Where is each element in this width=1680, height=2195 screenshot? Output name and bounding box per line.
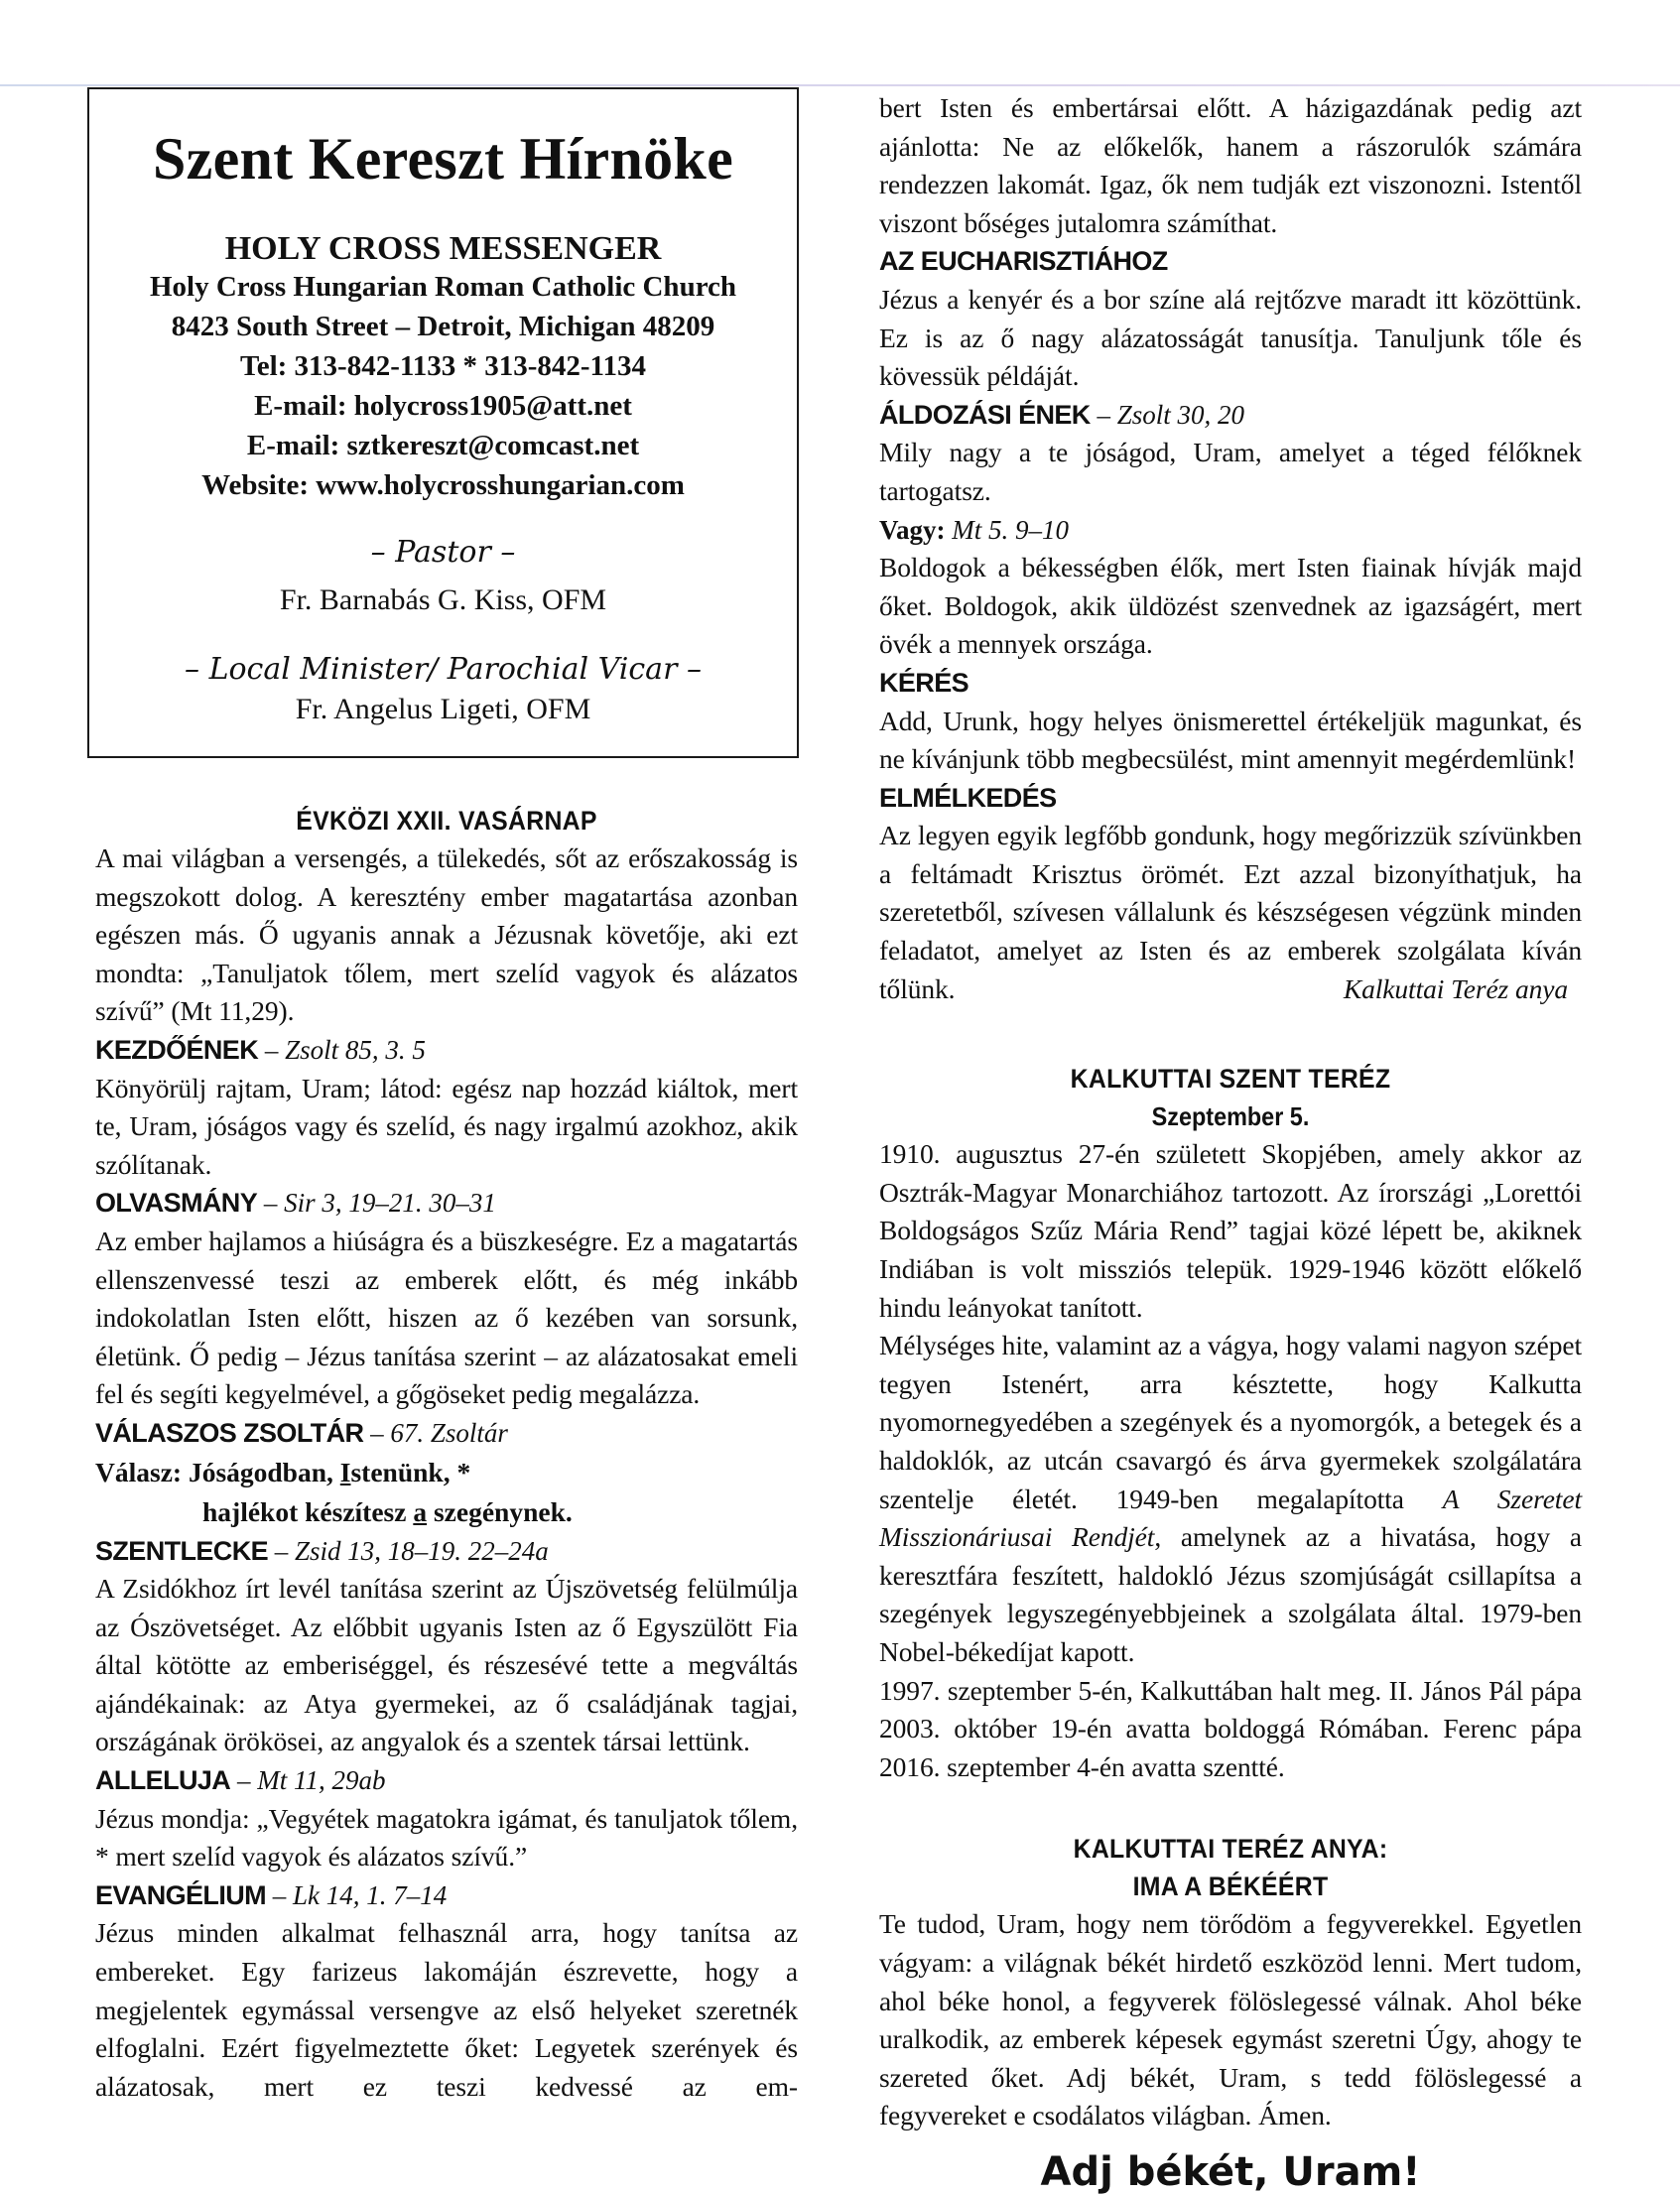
section-text-eucharisztiahoz: Jézus a kenyér és a bor színe alá rejtőzve maradt itt közöttünk. Ez is az ő nagy alázatosságát tanusítja. Tanuljunk tőle és kövessük példáját.	[879, 283, 1582, 392]
prayer-title-line-2: IMA A BÉKÉÉRT	[1132, 1872, 1329, 1902]
section-text-olvasmany: Az ember hajlamos a hiúságra és a büszkeségre. Ez a magatartás ellenszenvessé teszi az emberek előtt, és még inkább indokolatlan Isten előtt, hiszen az ő kezében van sorsunk, életünk. Ő pedig – Jézus tanítása szerint – az alázatosakat emeli fel és segíti kegyelmével, a gőgöseket pedig megalázza.	[95, 1225, 798, 1410]
separator: –	[1090, 399, 1117, 430]
gospel-continuation: bert Isten és embertársai előtt. A házigazdának pedig azt ajánlotta: Ne az előkelők, hanem a rászorulók számára rendezzen lakomát. Igaz, ők nem tudják ezt viszonozni. Istentől viszont bőséges jutalomra számíthat.	[879, 92, 1582, 238]
vicar-name: Fr. Angelus Ligeti, OFM	[295, 693, 591, 726]
prayer-text: Te tudod, Uram, hogy nem törődöm a fegyverekkel. Egyetlen vágyam: a világnak békét hirdető eszközöd lenni. Mert tudom, ahol béke honol, a fegyverek fölöslegessé válnak. Ahol béke uralkodik, az emberek képesek egymást szeretni Úgy, ahogy te szereted őket. Adj békét, Uram, s tedd fölöslegessé a fegyvereket e csodálatos világban. Ámen.	[879, 1908, 1582, 2131]
meditation-text: Az legyen egyik legfőbb gondunk, hogy megőrizzük szívünkben a feltámadt Krisztus örömét. Ezt azzal bizonyíthatjuk, ha szeretetből, szívesen vállalunk és készségesen végzünk minden feladatot, amelyet az Isten és az emberek szolgálata kíván tőlünk.	[879, 820, 1582, 1004]
saint-paragraph-2	[879, 1327, 1582, 1671]
right-column	[879, 89, 1582, 2195]
section-label: EVANGÉLIUM	[95, 1879, 267, 1910]
scripture-ref: Mt 5. 9–10	[952, 514, 1070, 545]
response-underlined: I	[339, 1456, 351, 1487]
section-header-elmelkedes	[879, 779, 1582, 818]
masthead-box	[87, 87, 799, 758]
section-label: ALLELUJA	[95, 1765, 231, 1796]
section-header-kezdoenek	[95, 1031, 798, 1070]
pastor-name: Fr. Barnabás G. Kiss, OFM	[279, 583, 607, 617]
response-text: stenünk, *	[350, 1456, 471, 1487]
saint-text: Mélységes hite, valamint az a vágya, hogy valami nagyon szépet tegyen Istenért, arra késztette, hogy Kalkutta nyomornegyedében a szegények és a nyomorgók, a betegek és a haldoklók, az utcán csavargó és árva gyermekek szolgálatára szentelje életét. 1949-ben megalapította	[879, 1330, 1582, 1514]
section-text-elmelkedes	[879, 817, 1582, 1008]
scripture-ref: Zsolt 30, 20	[1116, 399, 1244, 430]
section-text-aldozasi-enek: Mily nagy a te jóságod, Uram, amelyet a téged félőknek tartogatsz.	[879, 437, 1582, 506]
meditation-signature: Kalkuttai Teréz anya	[1343, 972, 1568, 1004]
saint-paragraph-1: 1910. augusztus 27-én született Skopjében, amely akkor az Osztrák-Magyar Monarchiához tartozott. Az írországi „Lorettói Boldogságos Szűz Mária Rend” tagjai közé lépett be, akiknek Indiában is volt missziós telepük. 1929-1946 között előkelő hindu leányokat tanított.	[879, 1138, 1582, 1323]
newsletter-title: Szent Kereszt Hírnöke	[152, 126, 734, 192]
section-label: KEZDŐÉNEK	[95, 1034, 259, 1065]
response-text: hajlékot készítesz	[202, 1495, 414, 1527]
section-text-kezdoenek: Könyörülj rajtam, Uram; látod: egész nap hozzád kiáltok, mert te, Uram, jóságos vagy és szelíd, és nagy irgalmú azokhoz, akik szólítanak.	[95, 1072, 798, 1180]
section-label: ELMÉLKEDÉS	[879, 782, 1057, 813]
vicar-role: – Local Minister/ Parochial Vicar –	[185, 652, 702, 688]
prayer-title-line-1: KALKUTTAI TERÉZ ANYA:	[1073, 1834, 1388, 1865]
section-text-szentlecke: A Zsidókhoz írt levél tanítása szerint az Újszövetség felülmúlja az Ószövetséget. Az előbbit ugyanis Isten az ő Egyszülött Fia által kötötte az emberiséggel, és részesévé tette a megváltás ajándékainak: az Atya gyermekei, az ő családjának tagjai, országának örökösei, az angyalok és a szentek társai lettünk.	[95, 1573, 798, 1757]
section-label: AZ EUCHARISZTIÁHOZ	[879, 246, 1168, 277]
scripture-ref: Lk 14, 1. 7–14	[293, 1879, 448, 1910]
section-text-keres: Add, Urunk, hogy helyes önismerettel értékeljük magunkat, és ne kívánjunk több megbecsülést, mint amennyit megérdemlünk!	[879, 705, 1582, 775]
scripture-ref: Sir 3, 19–21. 30–31	[284, 1188, 496, 1219]
section-label: KÉRÉS	[879, 667, 969, 698]
response-text: Válasz: Jóságodban,	[95, 1456, 340, 1487]
left-column	[95, 802, 798, 2106]
separator: –	[257, 1188, 285, 1219]
section-header-keres	[879, 664, 1582, 703]
separator: –	[266, 1879, 294, 1910]
scan-top-line	[0, 84, 1680, 86]
section-header-olvasmany	[95, 1184, 798, 1223]
sunday-title: ÉVKÖZI XXII. VASÁRNAP	[296, 806, 597, 836]
church-website: Website: www.holycrosshungarian.com	[201, 469, 685, 502]
section-text-vagy: Boldogok a békességben élők, mert Isten fiainak hívják majd őket. Boldogok, akik üldözést szenvednek az igazságért, mert övék a mennyek országa.	[879, 552, 1582, 660]
response-text: szegénynek.	[427, 1495, 573, 1527]
psalm-response-line-1	[95, 1453, 798, 1492]
section-header-alleluja	[95, 1761, 798, 1800]
newsletter-subtitle: HOLY CROSS MESSENGER	[224, 230, 662, 267]
section-header-szentlecke	[95, 1532, 798, 1571]
separator: –	[268, 1535, 296, 1566]
closing-line: Adj békét, Uram!	[1040, 2148, 1421, 2195]
section-header-eucharisztiahoz	[879, 242, 1582, 281]
church-name: Holy Cross Hungarian Roman Catholic Church	[149, 271, 737, 304]
scripture-ref: Zsid 13, 18–19. 22–24a	[295, 1535, 549, 1566]
order-name: A Szeretet Misszionáriusai Rendjét	[879, 1483, 1582, 1553]
separator: –	[258, 1034, 286, 1065]
church-email-2: E-mail: sztkereszt@comcast.net	[246, 430, 640, 462]
church-address: 8423 South Street – Detroit, Michigan 48209	[171, 311, 715, 343]
section-label: ÁLDOZÁSI ÉNEK	[879, 399, 1091, 430]
church-email-1: E-mail: holycross1905@att.net	[254, 390, 632, 423]
section-header-valaszos-zsoltar	[95, 1414, 798, 1453]
saint-title: KALKUTTAI SZENT TERÉZ	[1070, 1064, 1391, 1095]
section-header-evangelium	[95, 1876, 798, 1915]
scripture-ref: Zsolt 85, 3. 5	[285, 1034, 426, 1065]
saint-text: , amelynek az a hivatása, hogy a keresztfára feszített, haldokló Jézus szomjúságát csillapítsa a szegények legyszegényebbjeinek a szolgálata által. 1979-ben Nobel-békedíjat kapott.	[879, 1521, 1583, 1667]
separator: –	[230, 1765, 258, 1796]
saint-paragraph-3: 1997. szeptember 5-én, Kalkuttában halt meg. II. János Pál pápa 2003. október 19-én avatta boldoggá Rómában. Ferenc pápa 2016. szeptember 4-én avatta szentté.	[879, 1674, 1582, 1782]
psalm-response-line-2	[95, 1492, 798, 1532]
saint-feast-date: Szeptember 5.	[1151, 1101, 1310, 1132]
response-underlined: a	[413, 1495, 428, 1527]
pastor-role: – Pastor –	[370, 535, 516, 571]
section-header-vagy	[879, 511, 1582, 550]
section-label: SZENTLECKE	[95, 1535, 269, 1566]
section-header-aldozasi-enek	[879, 396, 1582, 435]
church-phone: Tel: 313-842-1133 * 313-842-1134	[240, 350, 646, 383]
separator: –	[363, 1417, 391, 1448]
section-text-alleluja: Jézus mondja: „Vegyétek magatokra igámat, és tanuljatok tőlem, * mert szelíd vagyok és alázatos szívű.”	[95, 1802, 798, 1872]
section-text-evangelium: Jézus minden alkalmat felhasznál arra, hogy tanítsa az embereket. Egy farizeus lakomáján észrevette, hogy a megjelentek egymással versengve az első helyeket szeretnék elfoglalni. Ezért figyelmeztette őket: Legyetek szerények és alázatosak, mert ez teszi kedvessé az em-	[95, 1917, 798, 2102]
section-label: Vagy:	[879, 514, 946, 545]
scripture-ref: Mt 11, 29ab	[257, 1765, 386, 1796]
sunday-intro: A mai világban a versengés, a tülekedés, sőt az erőszakosság is megszokott dolog. A keresztény ember magatartása azonban egészen más. Ő ugyanis annak a Jézusnak követője, aki ezt mondta: „Tanuljatok tőlem, mert szelíd vagyok és alázatos szívű” (Mt 11,29).	[95, 842, 798, 1027]
scripture-ref: 67. Zsoltár	[390, 1417, 508, 1448]
section-label: OLVASMÁNY	[95, 1188, 258, 1219]
section-label: VÁLASZOS ZSOLTÁR	[95, 1417, 364, 1448]
